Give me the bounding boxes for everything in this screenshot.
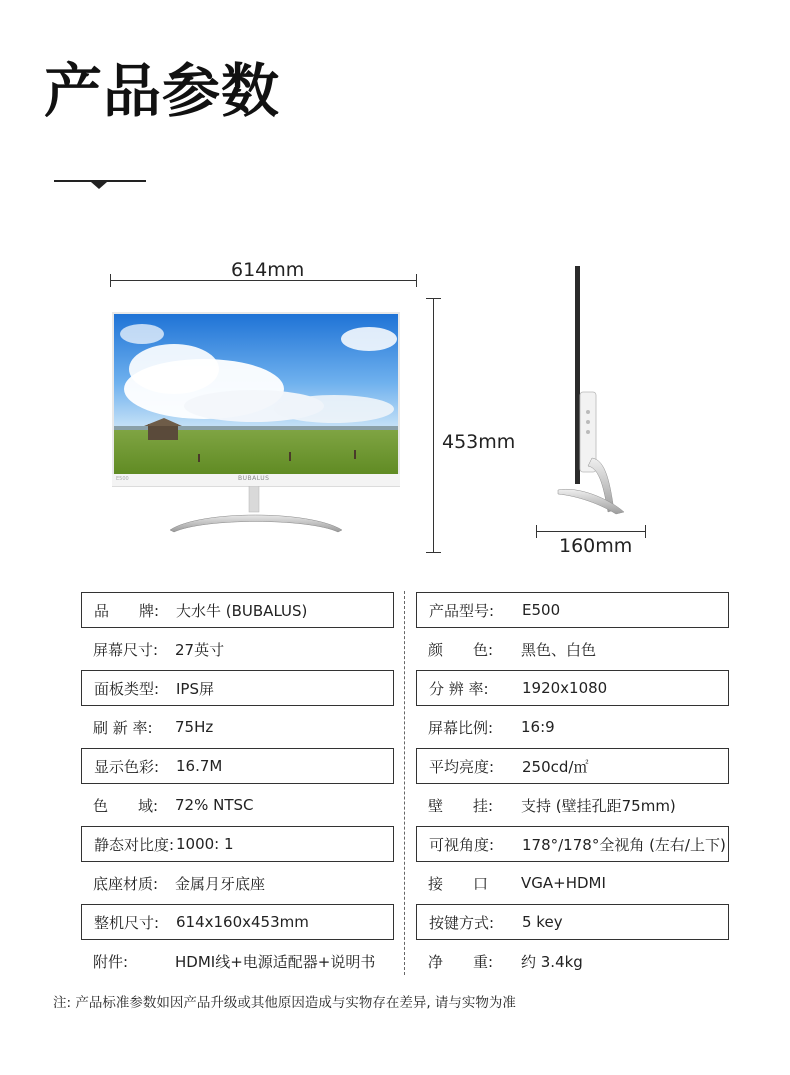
spec-value: 支持 (壁挂孔距75mm) xyxy=(521,796,676,815)
spec-label: 可视角度: xyxy=(429,835,495,854)
right-spec-row xyxy=(416,826,729,862)
spec-label: 刷 新 率: xyxy=(93,718,153,737)
left-spec-row xyxy=(81,826,394,862)
spec-label: 面板类型: xyxy=(94,679,160,698)
spec-label: 静态对比度: xyxy=(94,835,175,854)
monitor-chin-model-mark: E500 xyxy=(116,476,129,482)
spec-value: 27英寸 xyxy=(175,640,225,659)
right-spec-row xyxy=(416,943,729,979)
right-spec-row xyxy=(416,670,729,706)
left-spec-row xyxy=(81,943,394,979)
spec-label: 平均亮度: xyxy=(429,757,495,776)
caret-down-icon xyxy=(91,182,107,189)
left-spec-row xyxy=(81,709,394,745)
spec-label: 净 重: xyxy=(428,952,494,971)
spec-label: 按键方式: xyxy=(429,913,495,932)
left-spec-row xyxy=(81,592,394,628)
spec-label: 产品型号: xyxy=(429,601,495,620)
depth-dimension-line xyxy=(536,531,646,532)
spec-label: 分 辨 率: xyxy=(429,679,489,698)
spec-label: 品 牌: xyxy=(94,601,160,620)
spec-value: 1920x1080 xyxy=(522,679,608,697)
right-spec-row xyxy=(416,592,729,628)
height-dimension-line xyxy=(433,298,434,553)
spec-label: 屏幕尺寸: xyxy=(93,640,159,659)
spec-value: 约 3.4kg xyxy=(521,952,583,971)
monitor-stand xyxy=(160,486,350,534)
spec-value: E500 xyxy=(522,601,561,619)
height-dimension-tick-bottom xyxy=(426,552,441,553)
page-title: 产品参数 xyxy=(44,57,281,125)
spec-value: 大水牛 (BUBALUS) xyxy=(176,601,308,620)
spec-value: HDMI线+电源适配器+说明书 xyxy=(175,952,376,971)
depth-dimension-tick-left xyxy=(536,525,537,538)
spec-label: 色 域: xyxy=(93,796,159,815)
spec-value: 1000: 1 xyxy=(176,835,234,853)
monitor-side-view xyxy=(548,262,638,524)
spec-value: 5 key xyxy=(522,913,563,931)
depth-dimension-label: 160mm xyxy=(559,535,633,557)
depth-dimension-tick-right xyxy=(645,525,646,538)
spec-label: 底座材质: xyxy=(93,874,159,893)
left-spec-row xyxy=(81,670,394,706)
height-dimension-label: 453mm xyxy=(442,431,516,453)
right-spec-row xyxy=(416,904,729,940)
disclaimer-note: 注: 产品标准参数如因产品升级或其他原因造成与实物存在差异, 请与实物为准 xyxy=(53,995,516,1011)
left-spec-row xyxy=(81,904,394,940)
width-dimension-tick-right xyxy=(416,274,417,287)
spec-value: 72% NTSC xyxy=(175,796,254,814)
spec-value: 16:9 xyxy=(521,718,555,736)
right-spec-row xyxy=(416,631,729,667)
spec-label: 整机尺寸: xyxy=(94,913,160,932)
spec-value: 75Hz xyxy=(175,718,214,736)
left-spec-row xyxy=(81,748,394,784)
monitor-screen-image xyxy=(112,312,400,478)
right-spec-row xyxy=(416,709,729,745)
left-spec-row xyxy=(81,787,394,823)
spec-value: IPS屏 xyxy=(176,679,214,698)
right-spec-row xyxy=(416,865,729,901)
left-spec-row xyxy=(81,631,394,667)
spec-label: 显示色彩: xyxy=(94,757,160,776)
spec-value: VGA+HDMI xyxy=(521,874,606,892)
spec-label: 壁 挂: xyxy=(428,796,494,815)
spec-value: 250cd/㎡ xyxy=(522,757,589,776)
left-spec-row xyxy=(81,865,394,901)
spec-value: 黑色、白色 xyxy=(521,640,597,659)
spec-label: 接 口 xyxy=(428,874,489,893)
monitor-chin-brand-logo: BUBALUS xyxy=(238,475,270,482)
width-dimension-label: 614mm xyxy=(231,259,305,281)
spec-label: 屏幕比例: xyxy=(428,718,494,737)
spec-column-divider xyxy=(404,591,405,975)
spec-value: 16.7M xyxy=(176,757,223,775)
spec-label: 颜 色: xyxy=(428,640,494,659)
width-dimension-tick-left xyxy=(110,274,111,287)
height-dimension-tick-top xyxy=(426,298,441,299)
spec-value: 178°/178°全视角 (左右/上下) xyxy=(522,835,726,854)
right-spec-row xyxy=(416,748,729,784)
spec-value: 金属月牙底座 xyxy=(175,874,266,893)
right-spec-row xyxy=(416,787,729,823)
spec-value: 614x160x453mm xyxy=(176,913,309,931)
spec-label: 附件: xyxy=(93,952,129,971)
